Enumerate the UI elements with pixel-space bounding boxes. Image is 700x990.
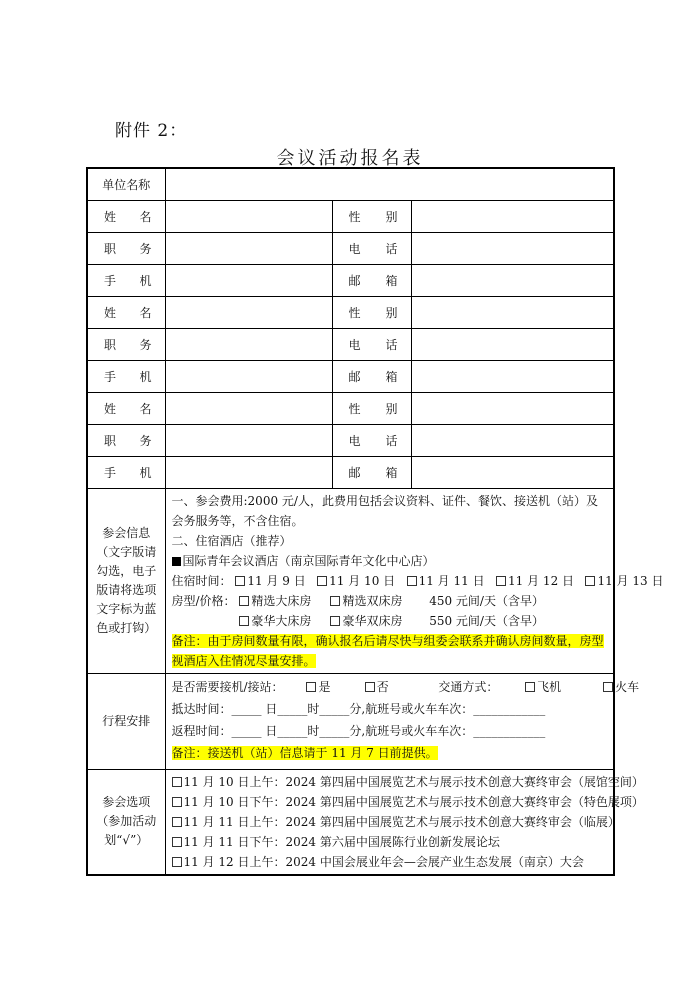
- checkbox-icon[interactable]: [172, 797, 182, 807]
- stay-option[interactable]: 11 月 13 日: [585, 574, 663, 588]
- table-row: [87, 424, 614, 456]
- attachment-label: 附件 2：: [115, 121, 188, 141]
- checkbox-icon[interactable]: [235, 576, 245, 586]
- phone-label: 电 话: [348, 337, 398, 352]
- checkbox-icon[interactable]: [330, 596, 340, 606]
- trip-note: 备注：接送机（站）信息请于 11 月 7 日前提供。: [171, 745, 438, 760]
- phone-label: 电 话: [348, 241, 398, 256]
- gender-label: 性 别: [348, 401, 398, 416]
- checkbox-icon[interactable]: [496, 576, 506, 586]
- room-line-1: 房型/价格： 精选大床房 精选双床房 450 元间/天（含早）: [171, 593, 544, 608]
- checkbox-icon[interactable]: [330, 616, 340, 626]
- position-label: 职 务: [104, 337, 152, 352]
- table-row: [87, 200, 614, 232]
- checked-square-icon: [172, 557, 181, 566]
- email-field[interactable]: [411, 456, 614, 488]
- activities-row: [87, 769, 614, 875]
- unit-label: 单位名称: [87, 168, 165, 200]
- table-row: [87, 328, 614, 360]
- gender-label: 性 别: [348, 209, 398, 224]
- activity-option[interactable]: 11 月 10 日下午：2024 第四届中国展览艺术与展示技术创意大赛终审会（特色展项）: [172, 792, 608, 812]
- checkbox-icon[interactable]: [603, 682, 613, 692]
- stay-line: [171, 571, 664, 591]
- position-field[interactable]: [165, 328, 332, 360]
- room-price: 550 元间/天（含早）: [429, 613, 544, 628]
- name-label: 姓 名: [104, 305, 152, 320]
- mobile-field[interactable]: [165, 456, 332, 488]
- name-field[interactable]: [165, 200, 332, 232]
- name-field[interactable]: [165, 296, 332, 328]
- mobile-field[interactable]: [165, 264, 332, 296]
- stay-option[interactable]: 11 月 9 日: [235, 574, 305, 588]
- table-row: [87, 232, 614, 264]
- name-label: 姓 名: [104, 209, 152, 224]
- trip-side-label: 行程安排: [87, 673, 165, 769]
- table-row: [87, 456, 614, 488]
- position-field[interactable]: [165, 232, 332, 264]
- form-title: 会议活动报名表: [276, 148, 424, 169]
- gender-field[interactable]: [411, 296, 614, 328]
- email-field[interactable]: [411, 360, 614, 392]
- phone-label: 电 话: [348, 433, 398, 448]
- trip-content: [165, 673, 640, 769]
- room-price: 450 元间/天（含早）: [429, 593, 544, 608]
- gender-label: 性 别: [348, 305, 398, 320]
- name-label: 姓 名: [104, 401, 152, 416]
- checkbox-icon[interactable]: [317, 576, 327, 586]
- room-label: 房型/价格：: [171, 593, 236, 608]
- stay-option[interactable]: 11 月 11 日: [407, 574, 485, 588]
- table-row: [87, 360, 614, 392]
- activity-option[interactable]: 11 月 10 日上午：2024 第四届中国展览艺术与展示技术创意大赛终审会（展馆空间）: [172, 772, 608, 792]
- checkbox-icon[interactable]: [172, 777, 182, 787]
- info-side-label: 参会信息（文字版请勾选，电子版请将选项文字标为蓝色或打钩）: [87, 488, 165, 673]
- hotel-name: 国际青年会议酒店（南京国际青年文化中心店）: [182, 553, 435, 568]
- checkbox-icon[interactable]: [172, 857, 182, 867]
- checkbox-icon[interactable]: [306, 682, 316, 692]
- checkbox-icon[interactable]: [585, 576, 595, 586]
- phone-field[interactable]: [411, 424, 614, 456]
- phone-field[interactable]: [411, 328, 614, 360]
- position-field[interactable]: [165, 424, 332, 456]
- stay-label: 住宿时间：: [171, 573, 232, 588]
- mobile-field[interactable]: [165, 360, 332, 392]
- pickup-line: 是否需要接机/接站： 是 否 交通方式： 飞机 火车: [171, 679, 640, 694]
- position-label: 职 务: [104, 433, 152, 448]
- activities-side-label: 参会选项（参加活动划“√”）: [87, 769, 165, 875]
- room-line-2: 豪华大床房 豪华双床房 550 元间/天（含早）: [172, 611, 608, 631]
- fee-text: 一、参会费用:2000 元/人，此费用包括会议资料、证件、餐饮、接送机（站）及会务服务等，不含住宿。: [171, 493, 598, 528]
- unit-field[interactable]: [165, 168, 614, 200]
- email-field[interactable]: [411, 264, 614, 296]
- info-row: [87, 488, 614, 673]
- registration-table: [86, 167, 664, 876]
- activities-content: [165, 769, 644, 875]
- checkbox-icon[interactable]: [407, 576, 417, 586]
- table-row: [87, 296, 614, 328]
- checkbox-icon[interactable]: [172, 817, 182, 827]
- stay-option[interactable]: 11 月 12 日: [496, 574, 574, 588]
- mobile-label: 手 机: [104, 369, 152, 384]
- checkbox-icon[interactable]: [365, 682, 375, 692]
- email-label: 邮 箱: [348, 273, 398, 288]
- checkbox-icon[interactable]: [239, 616, 249, 626]
- mobile-label: 手 机: [104, 465, 152, 480]
- hotel-heading: 二、住宿酒店（推荐）: [171, 533, 292, 548]
- checkbox-icon[interactable]: [172, 837, 182, 847]
- email-label: 邮 箱: [348, 465, 398, 480]
- activity-option[interactable]: 11 月 11 日上午：2024 第四届中国展览艺术与展示技术创意大赛终审会（临展）: [172, 812, 608, 832]
- table-row: [87, 392, 614, 424]
- info-content: [165, 488, 664, 673]
- gender-field[interactable]: [411, 392, 614, 424]
- activity-option[interactable]: 11 月 11 日下午：2024 第六届中国展陈行业创新发展论坛: [172, 832, 608, 852]
- name-field[interactable]: [165, 392, 332, 424]
- arrive-line: 抵达时间：_____ 日_____时_____分,航班号或火车车次：____________: [171, 701, 546, 716]
- hotel-note: 备注：由于房间数量有限，确认报名后请尽快与组委会联系并确认房间数量，房型视酒店入住情况尽量安排。: [171, 633, 604, 668]
- phone-field[interactable]: [411, 232, 614, 264]
- return-line: 返程时间：_____ 日_____时_____分,航班号或火车车次：____________: [171, 723, 546, 738]
- stay-option[interactable]: 11 月 10 日: [317, 574, 395, 588]
- gender-field[interactable]: [411, 200, 614, 232]
- mobile-label: 手 机: [104, 273, 152, 288]
- trip-row: [87, 673, 614, 769]
- checkbox-icon[interactable]: [525, 682, 535, 692]
- position-label: 职 务: [104, 241, 152, 256]
- email-label: 邮 箱: [348, 369, 398, 384]
- table-row: [87, 264, 614, 296]
- activity-option[interactable]: 11 月 12 日上午：2024 中国会展业年会—会展产业生态发展（南京）大会: [172, 852, 608, 872]
- checkbox-icon[interactable]: [239, 596, 249, 606]
- hotel-line: [172, 551, 608, 571]
- unit-row: [87, 168, 614, 200]
